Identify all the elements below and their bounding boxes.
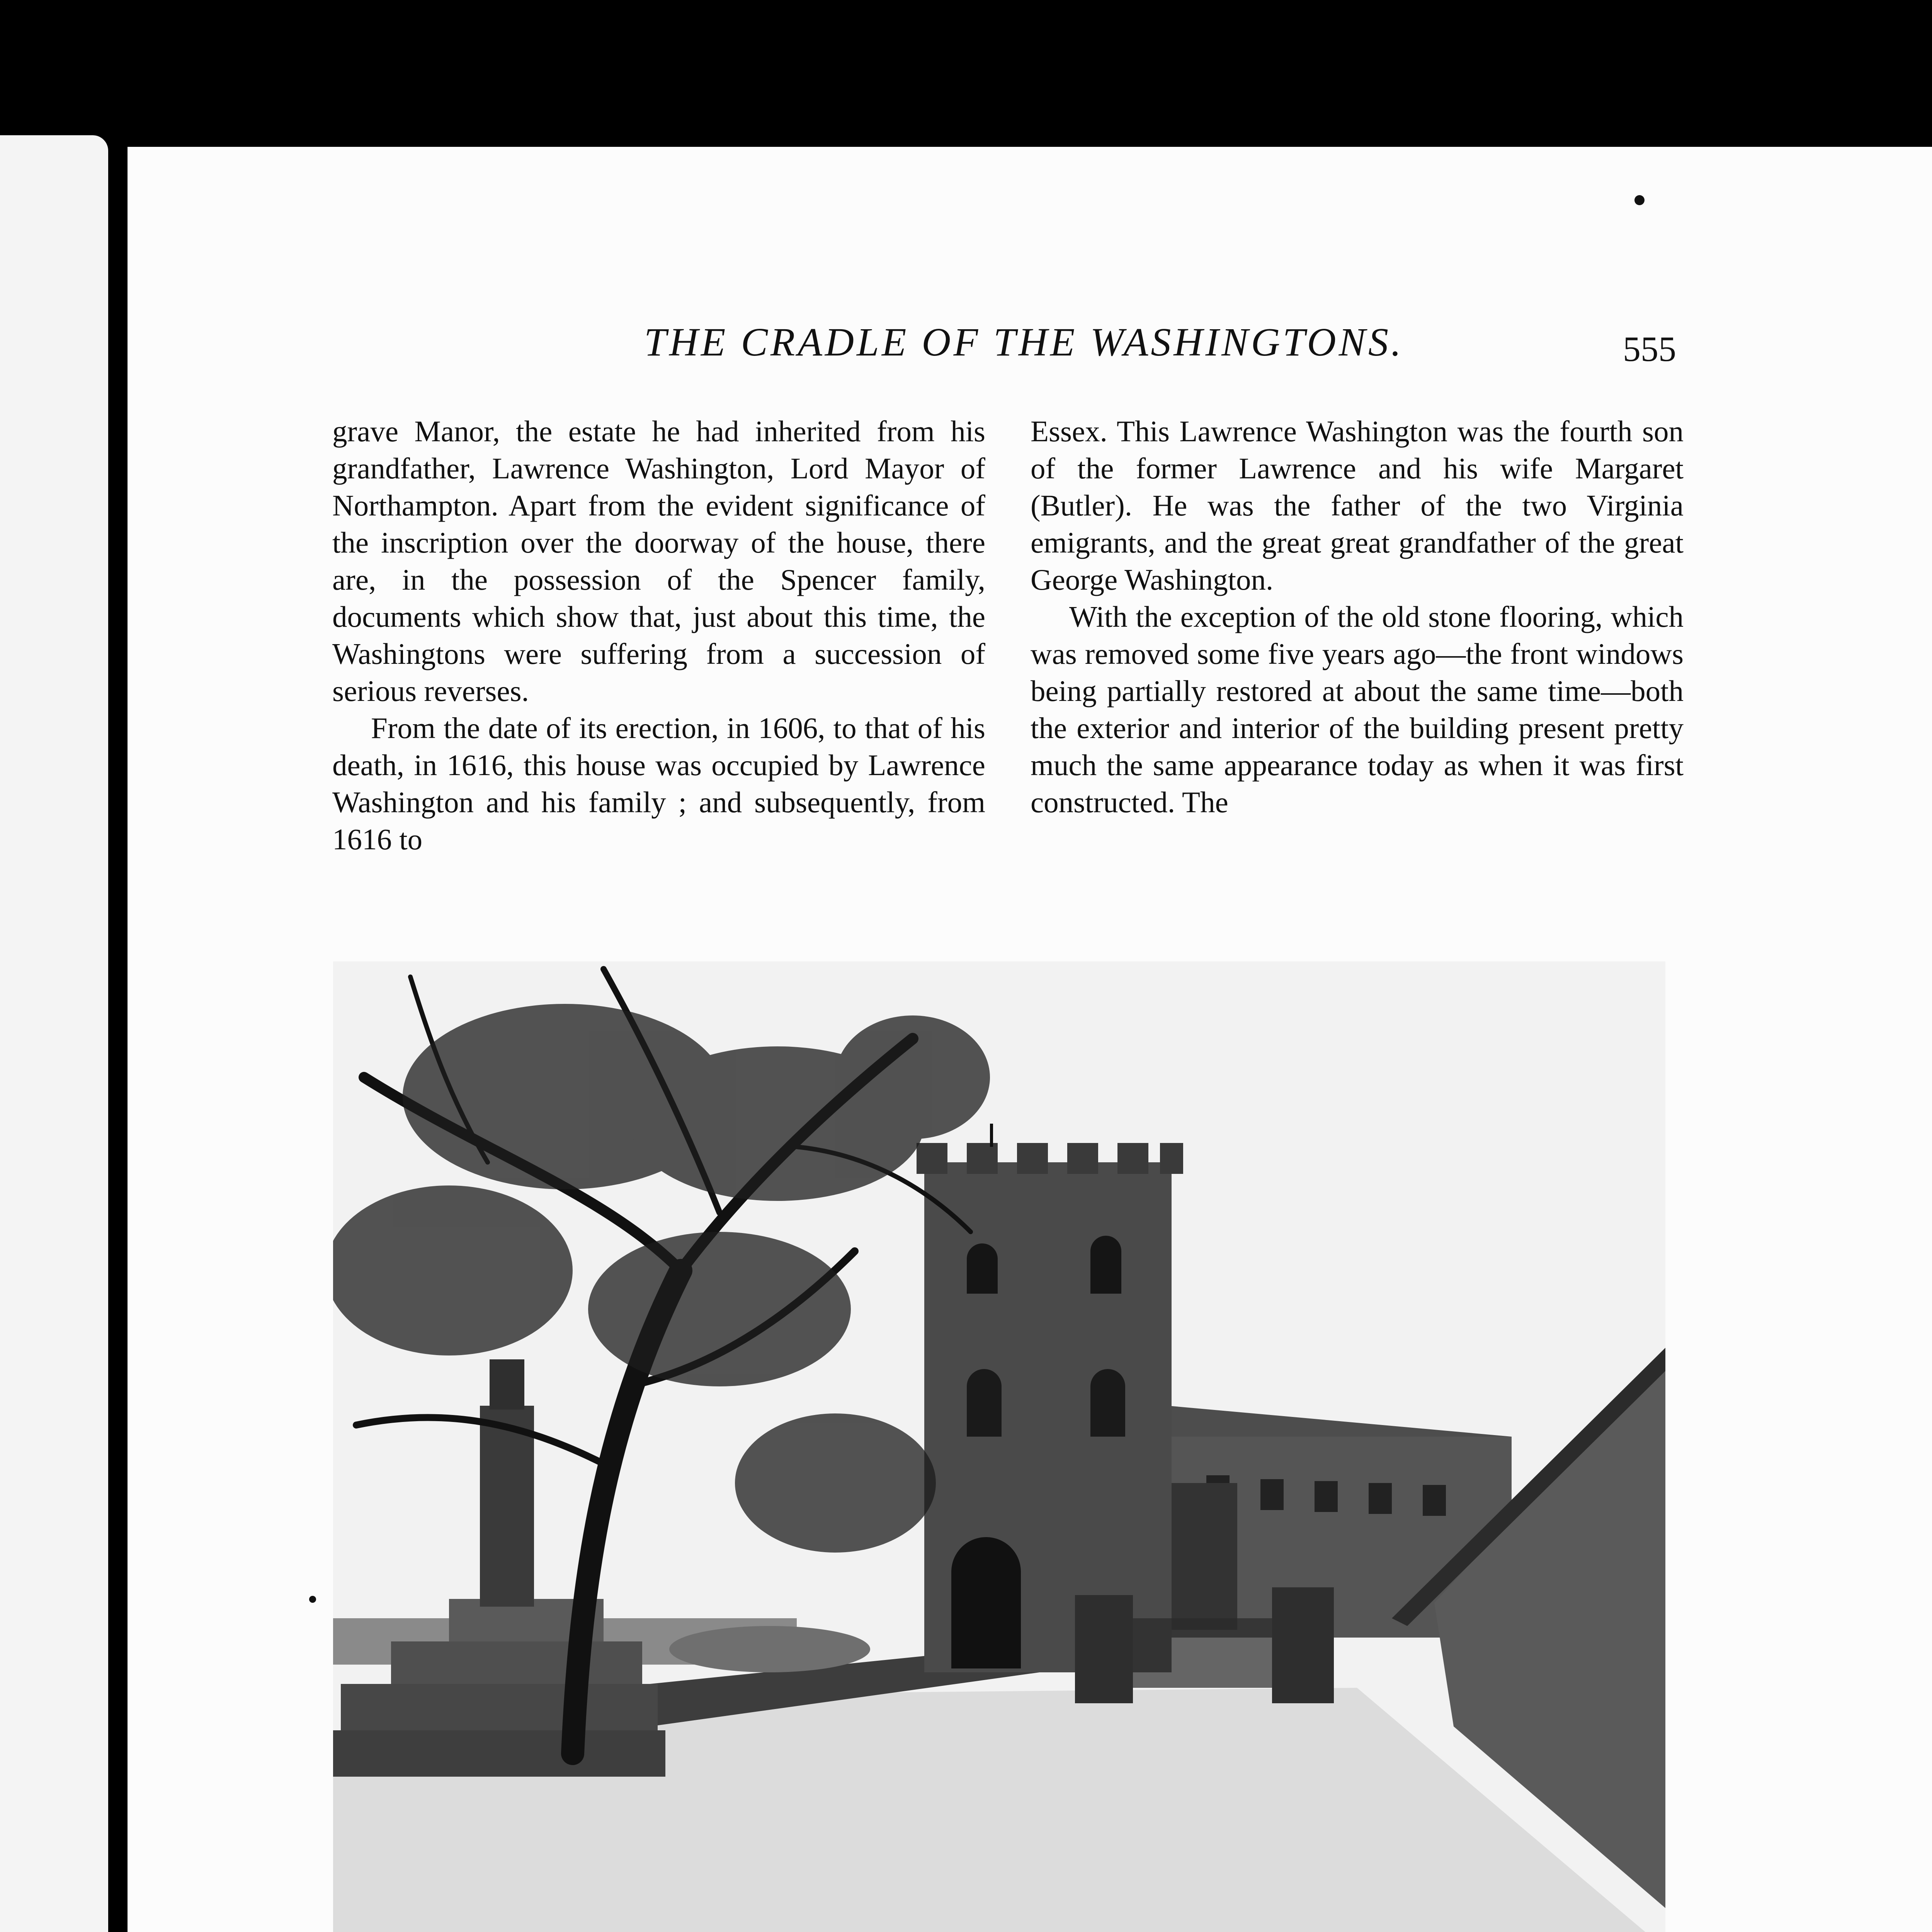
paragraph: grave Manor, the estate he had inherited from his grandfather, Lawrence Washington, Lord Mayor of Northampton. Apart from the evident significance of the inscription over the doorway of the house, there are, in the possession of the Spencer family, documents which show that, just about this time, the Washingtons were suffering from a succession of serious reverses. [332, 415, 985, 707]
church-photograph [333, 961, 1665, 1932]
paragraph: With the exception of the old stone flooring, which was removed some five years ago—the front windows being partially restored at about the same time—both the exterior and interior of the building present pretty much the same appearance today as when it was first constructed. The [1031, 600, 1684, 819]
text-column-top-left [332, 413, 985, 858]
paragraph: From the date of its erection, in 1606, to that of his death, in 1616, this house was occupied by Lawrence Washington and his family ; and subsequently, from 1616 to [332, 711, 985, 856]
paragraph: Essex. This Lawrence Washington was the fourth son of the former Lawrence and his wife Margaret (Butler). He was the father of the two Virginia emigrants, and the great great grandfather of the great George Washington. [1031, 415, 1684, 596]
running-head: THE CRADLE OF THE WASHINGTONS. [644, 320, 1404, 364]
speck-mark [309, 1596, 316, 1603]
page-number: 555 [1623, 329, 1676, 369]
facing-page-edge [0, 135, 108, 1932]
text-column-top-right [1031, 413, 1684, 821]
speck-mark [1634, 195, 1645, 205]
